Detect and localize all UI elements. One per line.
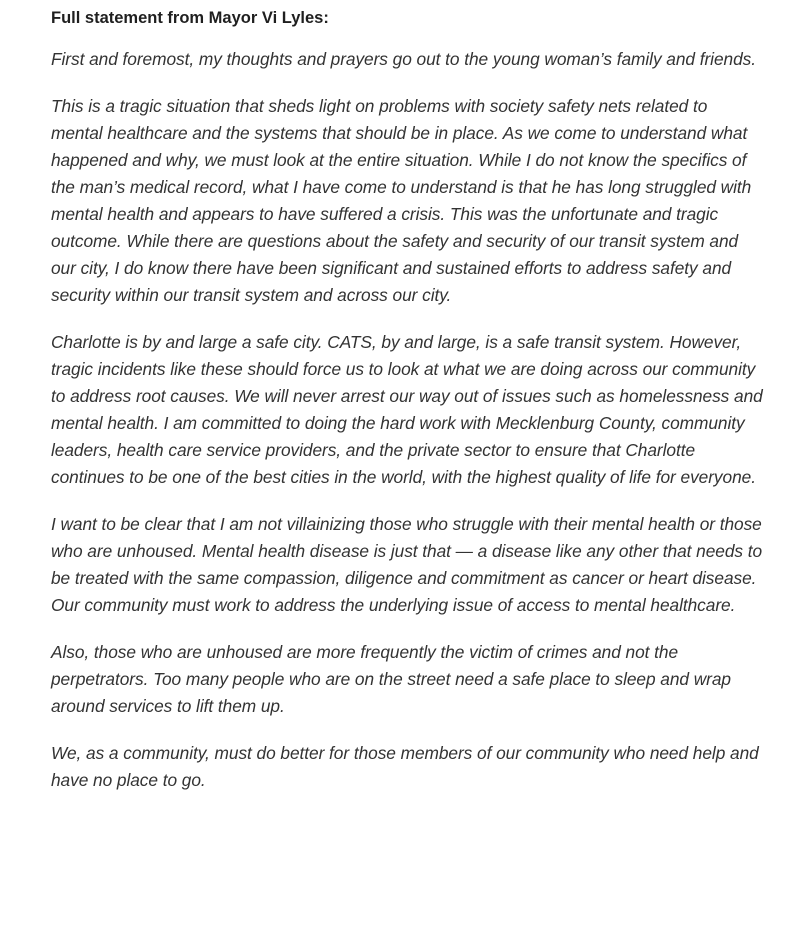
paragraph-tragic-situation: This is a tragic situation that sheds light on problems with society safety nets related to mental healthcare and the systems that should be in place. As we come to understand what happened and why, we must look at the entire situation. While I do not know the specifics of the man’s medical record, what I have come to understand is that he has long struggled with mental health and appears to have suffered a crisis. This was the unfortunate and tragic outcome. While there are questions about the safety and security of our transit system and our city, I do know there have been significant and sustained efforts to address safety and security within our transit system and across our city.	[51, 96, 752, 305]
article-body	[51, 7, 763, 814]
paragraph-unhoused: Also, those who are unhoused are more frequently the victim of crimes and not the perpetrators. Too many people who are on the street need a safe place to sleep and wrap around services to lift them up.	[51, 642, 731, 716]
paragraph-thoughts-prayers: First and foremost, my thoughts and prayers go out to the young woman’s family and friends.	[51, 49, 756, 69]
paragraph-mental-health: I want to be clear that I am not villainizing those who struggle with their mental health or those who are unhoused. Mental health disease is just that — a disease like any other that needs to be treated with the same compassion, diligence and commitment as cancer or heart disease. Our community must work to address the underlying issue of access to mental healthcare.	[51, 514, 763, 615]
paragraph-do-better: We, as a community, must do better for those members of our community who need help and have no place to go.	[51, 743, 759, 790]
statement-heading: Full statement from Mayor Vi Lyles:	[51, 9, 329, 27]
paragraph-safe-city: Charlotte is by and large a safe city. CATS, by and large, is a safe transit system. However, tragic incidents like these should force us to look at what we are doing across our community to address root causes. We will never arrest our way out of issues such as homelessness and mental health. I am committed to doing the hard work with Mecklenburg County, community leaders, health care service providers, and the private sector to ensure that Charlotte continues to be one of the best cities in the world, with the highest quality of life for everyone.	[51, 332, 763, 487]
